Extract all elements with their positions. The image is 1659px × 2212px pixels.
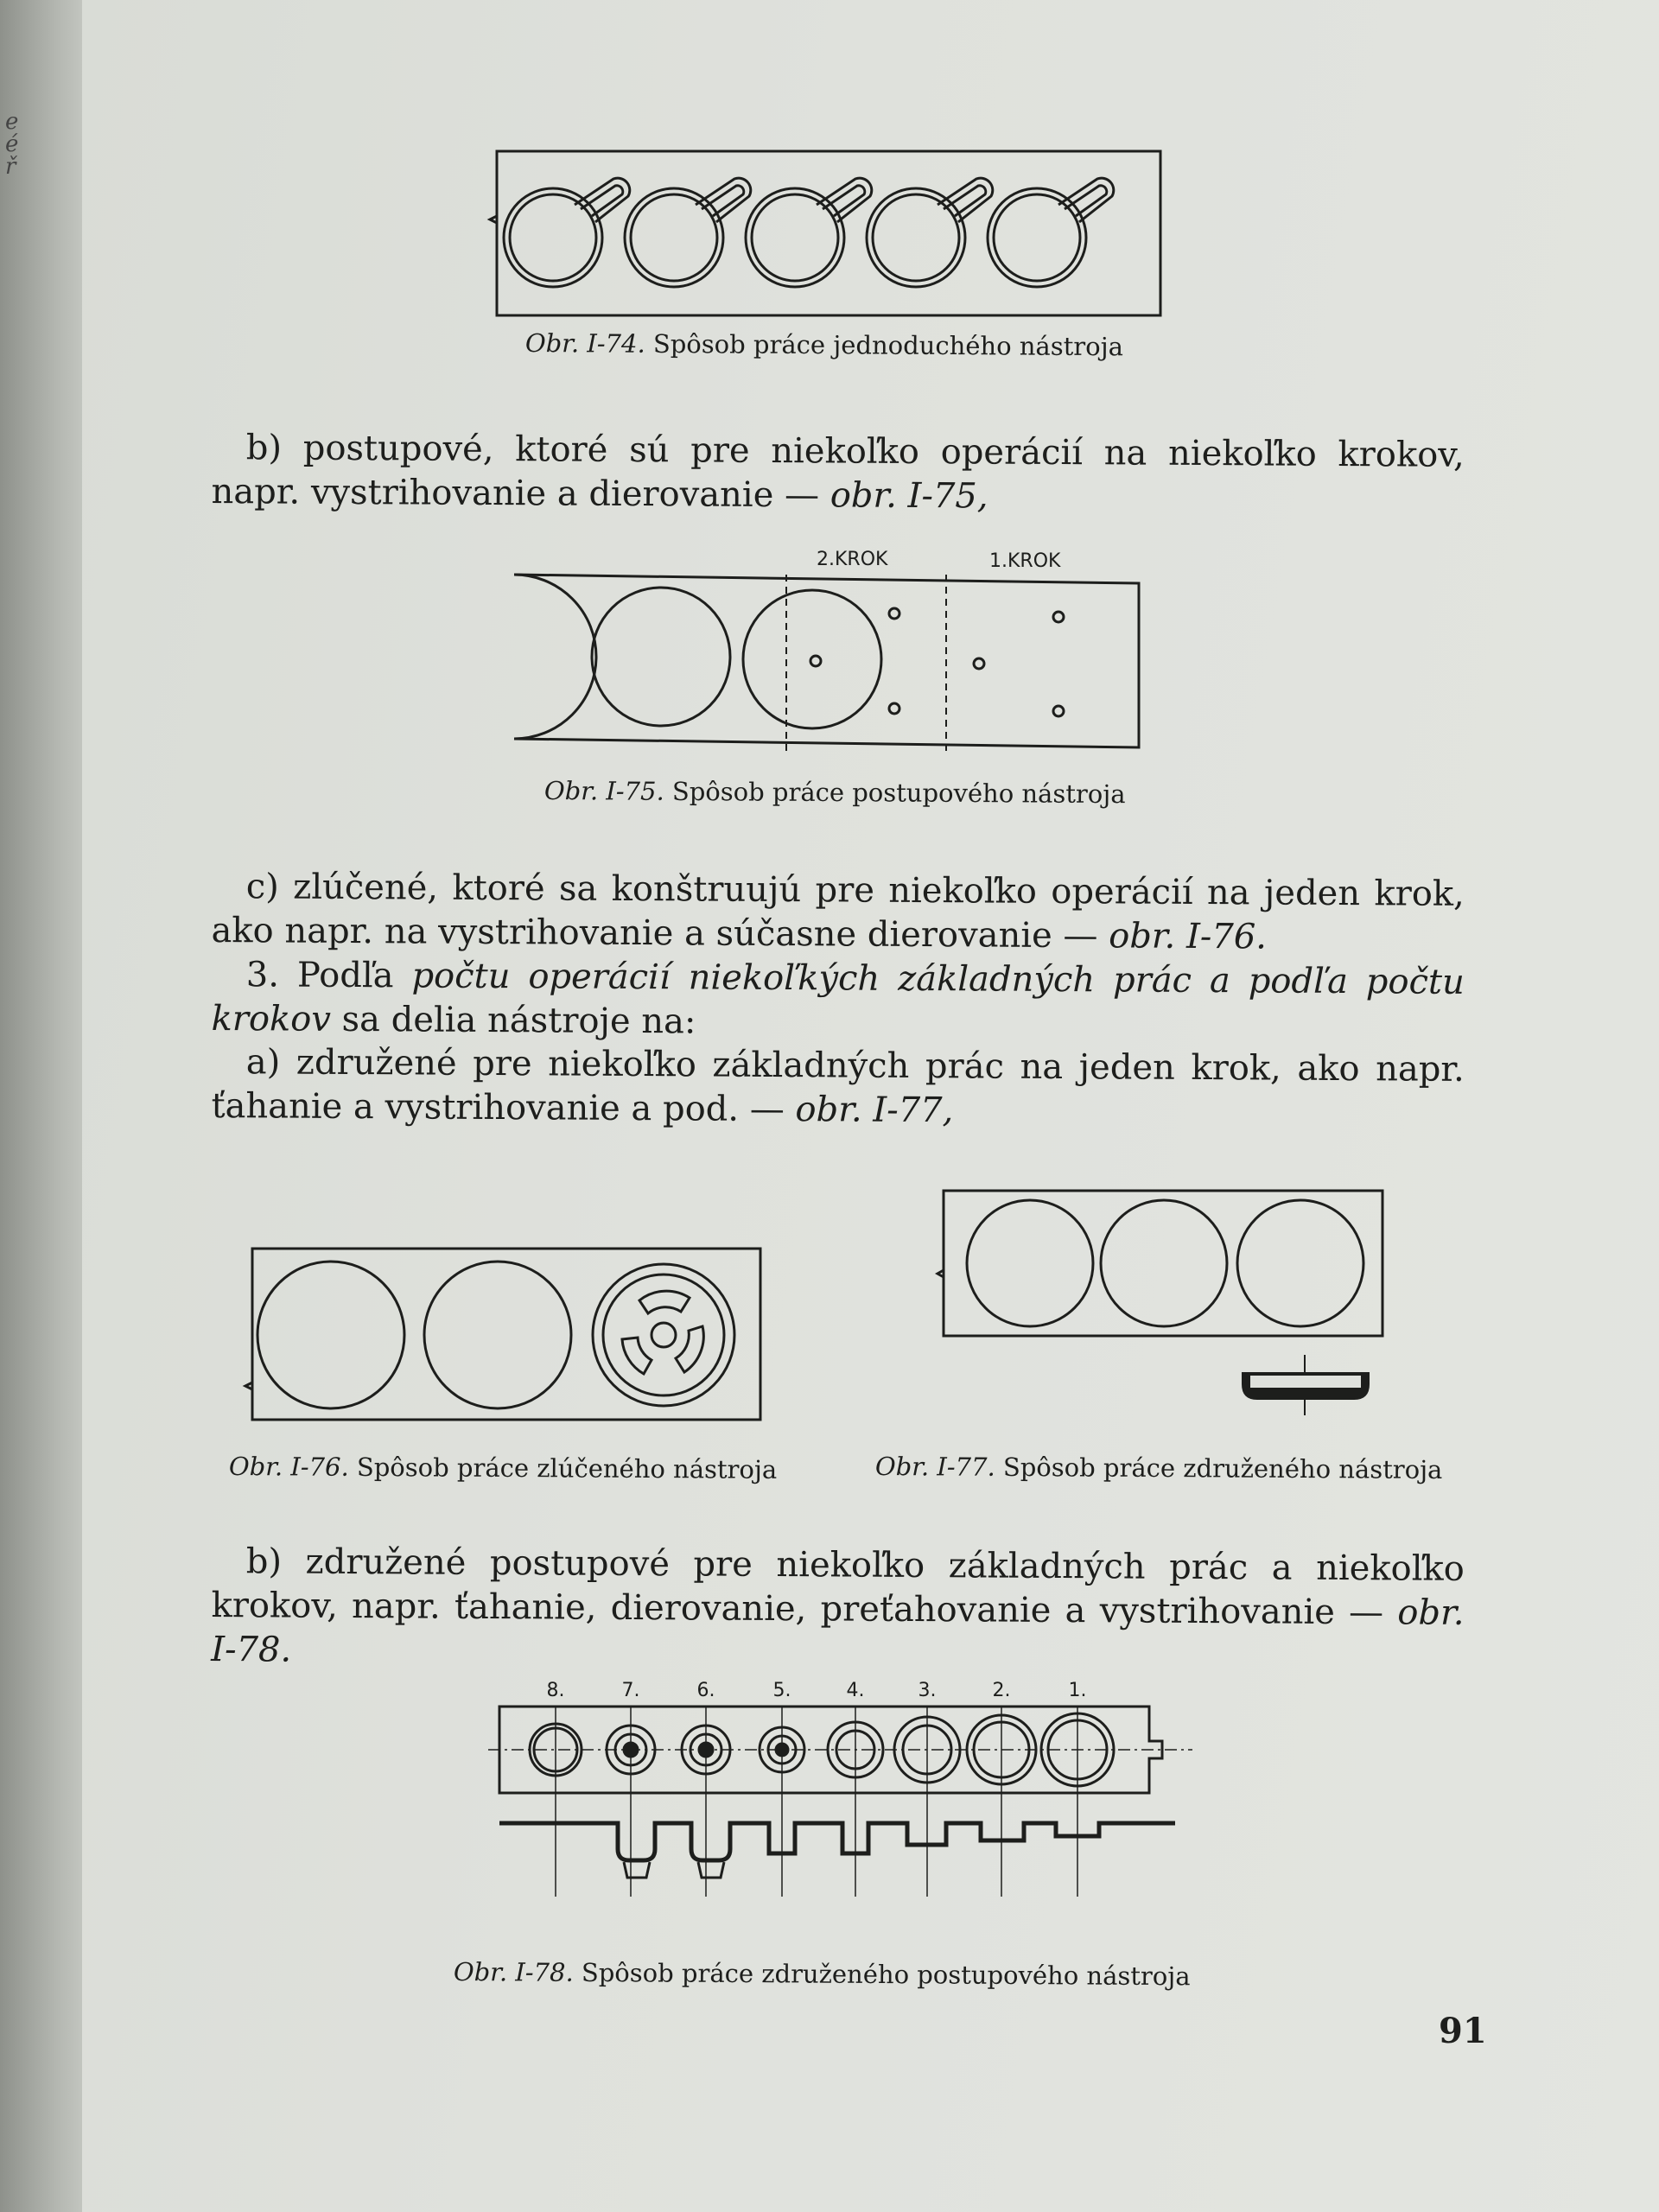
step-1-label: 1.KROK — [989, 550, 1061, 572]
figure-i-78-caption: Obr. I-78. Spôsob práce združeného postupového nástroja — [453, 1957, 1191, 1992]
strip-cut-arc — [514, 575, 596, 739]
blank-circle-2 — [743, 590, 881, 728]
blank-circle-1 — [257, 1262, 404, 1408]
strip-outline — [514, 575, 1139, 747]
station-label: 4. — [846, 1680, 865, 1701]
figure-i-76-diagram — [242, 1244, 765, 1426]
figure-i-75-caption: Obr. I-75. Spôsob práce postupového nástroja — [543, 776, 1126, 810]
pierce-hole — [1053, 612, 1064, 622]
blank-circle-3 — [1237, 1200, 1363, 1326]
figure-i-74-caption: Obr. I-74. Spôsob práce jednoduchého nástroja — [524, 328, 1124, 362]
station-label: 5. — [772, 1680, 791, 1701]
paragraph-c-zlucene: c) zlúčené, ktoré sa konštruujú pre niekoľko operácií na jeden krok, ako napr. na vystrihovanie a súčasne dierovanie — obr. I-76. — [211, 867, 1465, 957]
figure-i-76-caption: Obr. I-76. Spôsob práce zlúčeného nástroja — [228, 1452, 778, 1484]
pierce-hole — [889, 703, 899, 714]
drawn-cup-inner — [1250, 1376, 1361, 1388]
paragraph-3-delenie: 3. Podľa počtu operácií niekoľkých základných prác a podľa počtu krokov sa delia nástroje na: — [211, 955, 1465, 1042]
strip-cross-section — [499, 1823, 1175, 1860]
compound-slot — [639, 1291, 690, 1313]
station-label: 3. — [918, 1680, 937, 1701]
paragraph-a-zdruzene: a) združené pre niekoľko základných prác na jeden krok, ako napr. ťahanie a vystrihovanie a pod. — obr. I-77, — [211, 1042, 1465, 1131]
station-label: 2. — [992, 1680, 1011, 1701]
station-label: 8. — [546, 1680, 565, 1701]
compound-center-hole — [652, 1323, 676, 1347]
compound-slot — [676, 1326, 703, 1372]
blank-circle-2 — [424, 1262, 571, 1408]
drawn-part-tip — [698, 1862, 724, 1878]
figure-i-77-diagram — [938, 1184, 1387, 1426]
step-2-label: 2.KROK — [817, 549, 888, 570]
strip-outline — [252, 1249, 760, 1420]
blank-circle-1 — [592, 588, 730, 726]
station-label: 1. — [1068, 1680, 1087, 1701]
compound-slot — [622, 1338, 652, 1374]
pierce-hole — [974, 658, 984, 669]
blank-circle-1 — [967, 1200, 1093, 1326]
paragraph-b-postupove: b) postupové, ktoré sú pre niekoľko operácií na niekoľko krokov, napr. vystrihovanie a dierovanie — obr. I-75, — [211, 428, 1465, 517]
facing-page-edge-text: e é ř — [5, 109, 19, 180]
figure-i-78-diagram — [475, 1672, 1205, 1923]
paragraph-b-zdruzene-postupove: b) združené postupové pre niekoľko základných prác a niekoľko krokov, napr. ťahanie, dierovanie, preťahovanie a vystrihovanie — obr. I-78. — [211, 1541, 1465, 1670]
blank-outlines — [504, 178, 1114, 287]
station-label: 7. — [621, 1680, 640, 1701]
pierce-hole — [889, 608, 899, 619]
page-number: 91 — [1439, 2011, 1487, 2051]
pierce-hole — [1053, 706, 1064, 716]
pierce-hole — [810, 656, 821, 666]
blank-circle-2 — [1101, 1200, 1227, 1326]
station-label: 6. — [696, 1680, 715, 1701]
figure-i-77-caption: Obr. I-77. Spôsob práce združeného nástroja — [874, 1452, 1443, 1485]
compound-blank-outer — [593, 1264, 734, 1406]
compound-blank-inner — [603, 1274, 724, 1395]
drawn-part-tip — [624, 1862, 650, 1878]
book-gutter-shadow — [0, 0, 95, 2212]
strip-outline — [944, 1191, 1382, 1336]
figure-i-75-diagram — [505, 544, 1145, 752]
figure-i-74-diagram — [480, 143, 1162, 328]
